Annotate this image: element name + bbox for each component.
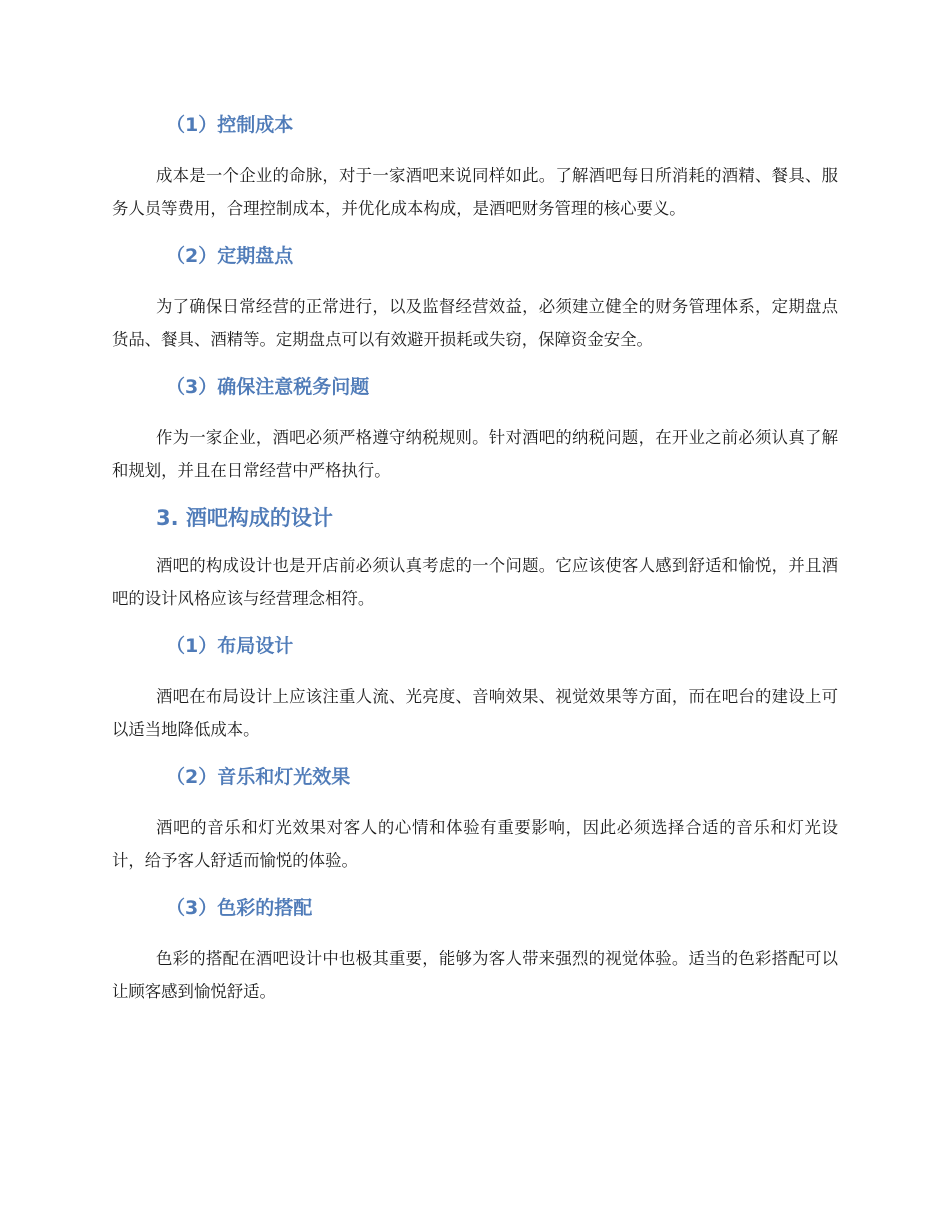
paragraph-bar-design: 酒吧的构成设计也是开店前必须认真考虑的一个问题。它应该使客人感到舒适和愉悦，并且酒吧的设计风格应该与经营理念相符。 [112,556,838,608]
paragraph-control-cost: 成本是一个企业的命脉，对于一家酒吧来说同样如此。了解酒吧每日所消耗的酒精、餐具、服务人员等费用，合理控制成本，并优化成本构成，是酒吧财务管理的核心要义。 [112,166,838,218]
heading-regular-inventory: （2）定期盘点 [166,245,294,267]
paragraph-music-lighting: 酒吧的音乐和灯光效果对客人的心情和体验有重要影响，因此必须选择合适的音乐和灯光设计，给予客人舒适而愉悦的体验。 [112,818,838,870]
paragraph-color-matching: 色彩的搭配在酒吧设计中也极其重要，能够为客人带来强烈的视觉体验。适当的色彩搭配可以让顾客感到愉悦舒适。 [112,949,838,1001]
paragraph-tax-issues: 作为一家企业，酒吧必须严格遵守纳税规则。针对酒吧的纳税问题，在开业之前必须认真了解和规划，并且在日常经营中严格执行。 [112,428,838,480]
heading-control-cost: （1）控制成本 [166,114,294,136]
heading-layout-design: （1）布局设计 [166,635,294,657]
heading-color-matching: （3）色彩的搭配 [166,897,313,919]
paragraph-layout-design: 酒吧在布局设计上应该注重人流、光亮度、音响效果、视觉效果等方面，而在吧台的建设上可以适当地降低成本。 [112,687,838,739]
heading-bar-design: 3. 酒吧构成的设计 [156,506,333,530]
paragraph-regular-inventory: 为了确保日常经营的正常进行，以及监督经营效益，必须建立健全的财务管理体系，定期盘点货品、餐具、酒精等。定期盘点可以有效避开损耗或失窃，保障资金安全。 [112,297,838,349]
heading-music-lighting: （2）音乐和灯光效果 [166,766,351,788]
document-content [112,108,838,1022]
heading-tax-issues: （3）确保注意税务问题 [166,376,370,398]
